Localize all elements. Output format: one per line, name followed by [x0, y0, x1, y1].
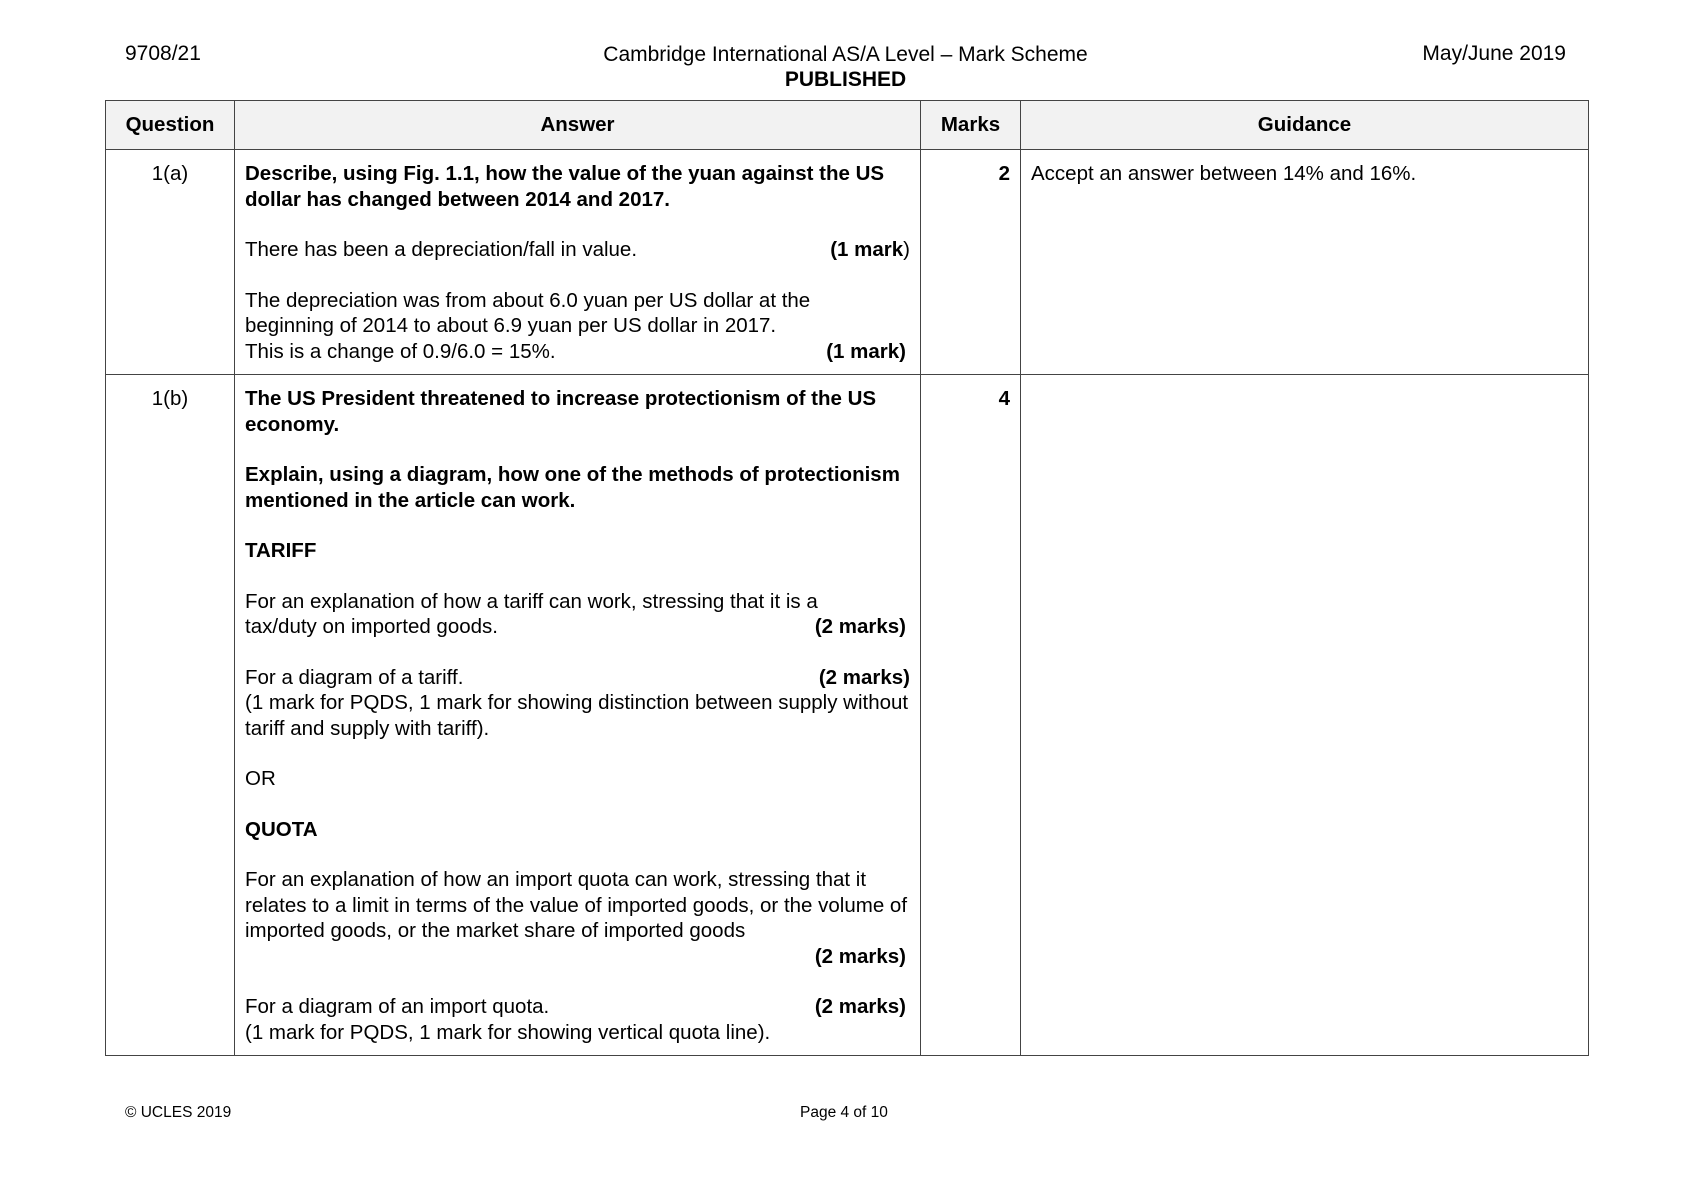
mark-label: (1 mark	[830, 238, 904, 261]
guidance-cell	[1021, 375, 1589, 1056]
answer-point	[245, 237, 910, 263]
question-prompt: The US President threatened to increase protectionism of the US economy.	[245, 387, 877, 436]
answer-note: (1 mark for PQDS, 1 mark for showing distinction between supply without tariff and supply with tariff).	[245, 691, 909, 740]
header-center	[125, 42, 1566, 92]
answer-cell	[235, 150, 921, 375]
section-heading: TARIFF	[245, 539, 317, 562]
answer-point	[245, 288, 910, 365]
answer-point	[245, 867, 910, 969]
answer-note: (1 mark for PQDS, 1 mark for showing vertical quota line).	[245, 1020, 771, 1044]
answer-point	[245, 589, 910, 640]
table-header-row	[106, 101, 1589, 150]
column-header-marks: Marks	[921, 101, 1021, 150]
column-header-guidance: Guidance	[1021, 101, 1589, 150]
column-header-answer: Answer	[235, 101, 921, 150]
answer-text: For a diagram of a tariff.	[245, 665, 464, 689]
answer-cell	[235, 375, 921, 1056]
marks-value: 2	[921, 150, 1021, 375]
page-header	[125, 42, 1566, 94]
exam-session: May/June 2019	[1422, 42, 1566, 65]
answer-text: There has been a depreciation/fall in value.	[245, 238, 638, 261]
page-number: Page 4 of 10	[800, 1104, 888, 1121]
answer-text: This is a change of 0.9/6.0 = 15%.	[245, 339, 556, 363]
mark-allocation: (2 marks)	[814, 944, 906, 968]
table-row	[106, 375, 1589, 1056]
answer-text: tax/duty on imported goods.	[245, 615, 498, 638]
answer-text: beginning of 2014 to about 6.9 yuan per US dollar in 2017.	[245, 314, 777, 337]
copyright-notice: © UCLES 2019	[125, 1104, 232, 1121]
answer-text: For an explanation of how an import quota can work, stressing that it relates to a limit in terms of the value of imported goods, or the volume of imported goods, or the market share of imported goods	[245, 868, 908, 942]
answer-text: For a diagram of an import quota.	[245, 995, 550, 1018]
mark-allocation	[830, 237, 910, 263]
table-row	[106, 150, 1589, 375]
answer-point	[245, 665, 910, 742]
document-title: Cambridge International AS/A Level – Mark Scheme	[603, 43, 1088, 66]
or-separator: OR	[245, 767, 276, 790]
syllabus-code: 9708/21	[125, 42, 201, 65]
question-prompt: Explain, using a diagram, how one of the methods of protectionism mentioned in the article can work.	[245, 463, 900, 512]
column-header-question: Question	[106, 101, 235, 150]
mark-allocation: (2 marks)	[814, 615, 906, 638]
section-heading: QUOTA	[245, 817, 318, 841]
mark-scheme-table	[105, 100, 1589, 1056]
answer-text: For an explanation of how a tariff can work, stressing that it is a	[245, 589, 818, 613]
answer-point	[245, 994, 910, 1045]
mark-allocation: (1 mark)	[826, 339, 906, 363]
question-prompt: Describe, using Fig. 1.1, how the value of the yuan against the US dollar has changed between 2014 and 2017.	[245, 162, 885, 211]
published-label: PUBLISHED	[784, 68, 907, 91]
question-number: 1(a)	[106, 150, 235, 375]
guidance-cell: Accept an answer between 14% and 16%.	[1021, 150, 1589, 375]
question-number: 1(b)	[106, 375, 235, 1056]
answer-text: The depreciation was from about 6.0 yuan per US dollar at the	[245, 288, 811, 312]
mark-allocation: (2 marks)	[814, 995, 906, 1018]
mark-label-close: )	[903, 238, 910, 261]
mark-allocation: (2 marks)	[818, 665, 910, 689]
marks-value: 4	[921, 375, 1021, 1056]
